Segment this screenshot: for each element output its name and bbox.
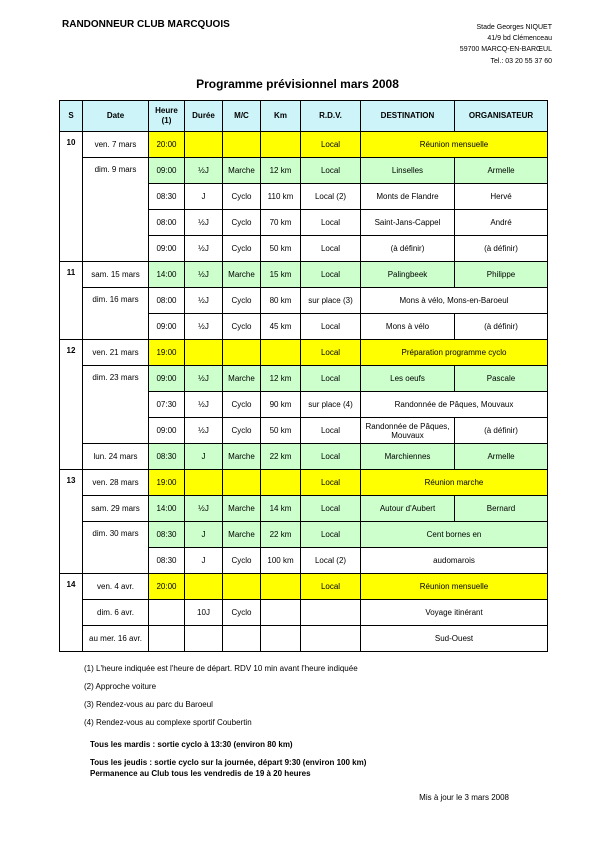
rdv-cell: Local xyxy=(301,444,361,470)
destination-cell: Palingbeek xyxy=(361,262,455,288)
organizer-cell: (à définir) xyxy=(455,236,548,262)
km-cell: 70 km xyxy=(261,210,301,236)
date-cell: ven. 28 mars xyxy=(83,470,149,496)
type-cell: Marche xyxy=(223,444,261,470)
note-tuesday: Tous les mardis : sortie cyclo à 13:30 (environ 80 km) xyxy=(90,740,293,749)
date-cell: dim. 30 mars xyxy=(83,522,149,574)
table-row xyxy=(60,444,548,470)
type-cell xyxy=(223,470,261,496)
km-cell: 90 km xyxy=(261,392,301,418)
type-cell: Cyclo xyxy=(223,314,261,340)
destination-cell: Monts de Flandre xyxy=(361,184,455,210)
time-cell: 14:00 xyxy=(149,262,185,288)
organizer-cell: (à définir) xyxy=(455,418,548,444)
date-cell: dim. 16 mars xyxy=(83,288,149,340)
type-cell xyxy=(223,340,261,366)
table-row xyxy=(60,522,548,548)
km-cell: 12 km xyxy=(261,158,301,184)
rdv-cell: Local xyxy=(301,418,361,444)
col-mc: M/C xyxy=(223,101,261,132)
destination-cell: Les oeufs xyxy=(361,366,455,392)
km-cell: 22 km xyxy=(261,522,301,548)
footnotes xyxy=(84,664,358,736)
type-cell: Marche xyxy=(223,366,261,392)
col-organisateur: ORGANISATEUR xyxy=(455,101,548,132)
header-row xyxy=(60,101,548,132)
rdv-cell: Local xyxy=(301,158,361,184)
duration-cell: J xyxy=(185,522,223,548)
rdv-cell: sur place (4) xyxy=(301,392,361,418)
type-cell xyxy=(223,626,261,652)
rdv-cell xyxy=(301,626,361,652)
km-cell: 15 km xyxy=(261,262,301,288)
rdv-cell xyxy=(301,600,361,626)
organizer-cell: Armelle xyxy=(455,158,548,184)
time-cell: 09:00 xyxy=(149,418,185,444)
type-cell xyxy=(223,132,261,158)
table-row xyxy=(60,470,548,496)
time-cell: 19:00 xyxy=(149,470,185,496)
type-cell: Cyclo xyxy=(223,210,261,236)
type-cell: Marche xyxy=(223,522,261,548)
km-cell: 50 km xyxy=(261,418,301,444)
km-cell: 110 km xyxy=(261,184,301,210)
time-cell: 09:00 xyxy=(149,314,185,340)
rdv-cell: Local xyxy=(301,262,361,288)
col-km: Km xyxy=(261,101,301,132)
duration-cell: ½J xyxy=(185,392,223,418)
club-name: RANDONNEUR CLUB MARCQUOIS xyxy=(62,19,230,30)
time-cell: 08:30 xyxy=(149,444,185,470)
date-cell: dim. 6 avr. xyxy=(83,600,149,626)
duration-cell xyxy=(185,340,223,366)
duration-cell: J xyxy=(185,548,223,574)
address-line: 41/9 bd Clémenceau xyxy=(487,35,552,43)
date-cell: lun. 24 mars xyxy=(83,444,149,470)
note-thursday: Tous les jeudis : sortie cyclo sur la journée, départ 9:30 (environ 100 km) xyxy=(90,758,367,767)
duration-cell: ½J xyxy=(185,496,223,522)
col-duree: Durée xyxy=(185,101,223,132)
rdv-cell: Local xyxy=(301,496,361,522)
rdv-cell: Local xyxy=(301,574,361,600)
destination-cell: Voyage itinérant xyxy=(361,600,548,626)
duration-cell: 10J xyxy=(185,600,223,626)
destination-cell: Réunion marche xyxy=(361,470,548,496)
date-cell: ven. 7 mars xyxy=(83,132,149,158)
duration-cell: ½J xyxy=(185,236,223,262)
footnote: (3) Rendez-vous au parc du Baroeul xyxy=(84,700,213,709)
type-cell: Cyclo xyxy=(223,600,261,626)
date-cell: sam. 29 mars xyxy=(83,496,149,522)
week-number: 12 xyxy=(60,340,83,470)
address-line: 59700 MARCQ-EN-BARŒUL xyxy=(459,46,552,54)
organizer-cell: Hervé xyxy=(455,184,548,210)
time-cell: 14:00 xyxy=(149,496,185,522)
rdv-cell: sur place (3) xyxy=(301,288,361,314)
week-number: 11 xyxy=(60,262,83,340)
time-cell: 08:30 xyxy=(149,522,185,548)
time-cell: 09:00 xyxy=(149,158,185,184)
footnote: (4) Rendez-vous au complexe sportif Coubertin xyxy=(84,718,252,727)
destination-cell: Randonnée de Pâques, Mouvaux xyxy=(361,418,455,444)
col-destination: DESTINATION xyxy=(361,101,455,132)
table-row xyxy=(60,262,548,288)
duration-cell: ½J xyxy=(185,158,223,184)
duration-cell: ½J xyxy=(185,418,223,444)
destination-cell: Randonnée de Pâques, Mouvaux xyxy=(361,392,548,418)
table-row xyxy=(60,574,548,600)
duration-cell: ½J xyxy=(185,210,223,236)
time-cell: 08:30 xyxy=(149,184,185,210)
km-cell: 50 km xyxy=(261,236,301,262)
km-cell xyxy=(261,340,301,366)
km-cell xyxy=(261,626,301,652)
destination-cell: Mons à vélo xyxy=(361,314,455,340)
week-number: 13 xyxy=(60,470,83,574)
destination-cell: Réunion mensuelle xyxy=(361,574,548,600)
km-cell xyxy=(261,470,301,496)
rdv-cell: Local xyxy=(301,236,361,262)
note-permanence: Permanence au Club tous les vendredis de 19 à 20 heures xyxy=(90,769,311,778)
update-date: Mis à jour le 3 mars 2008 xyxy=(419,793,509,802)
date-cell: au mer. 16 avr. xyxy=(83,626,149,652)
footnote: (1) L'heure indiquée est l'heure de départ. RDV 10 min avant l'heure indiquée xyxy=(84,664,358,673)
program-table xyxy=(59,100,548,652)
destination-cell: Réunion mensuelle xyxy=(361,132,548,158)
organizer-cell: Bernard xyxy=(455,496,548,522)
address-line: Tel.: 03 20 55 37 60 xyxy=(490,57,552,65)
km-cell xyxy=(261,574,301,600)
table-row xyxy=(60,600,548,626)
rdv-cell: Local (2) xyxy=(301,548,361,574)
organizer-cell: Philippe xyxy=(455,262,548,288)
rdv-cell: Local xyxy=(301,470,361,496)
col-rdv: R.D.V. xyxy=(301,101,361,132)
rdv-cell: Local xyxy=(301,340,361,366)
duration-cell: J xyxy=(185,444,223,470)
type-cell: Marche xyxy=(223,158,261,184)
destination-cell: Saint-Jans-Cappel xyxy=(361,210,455,236)
km-cell: 80 km xyxy=(261,288,301,314)
table-row xyxy=(60,626,548,652)
km-cell xyxy=(261,600,301,626)
km-cell: 45 km xyxy=(261,314,301,340)
type-cell: Cyclo xyxy=(223,184,261,210)
destination-cell: Cent bornes en xyxy=(361,522,548,548)
destination-cell: Préparation programme cyclo xyxy=(361,340,548,366)
rdv-cell: Local xyxy=(301,132,361,158)
table-row xyxy=(60,340,548,366)
destination-cell: Autour d'Aubert xyxy=(361,496,455,522)
rdv-cell: Local xyxy=(301,314,361,340)
page-title: Programme prévisionnel mars 2008 xyxy=(196,77,399,91)
organizer-cell: André xyxy=(455,210,548,236)
duration-cell xyxy=(185,626,223,652)
type-cell: Cyclo xyxy=(223,418,261,444)
week-number: 10 xyxy=(60,132,83,262)
address-line: Stade Georges NIQUET xyxy=(476,24,552,31)
type-cell: Marche xyxy=(223,496,261,522)
table-row xyxy=(60,366,548,392)
date-cell: ven. 21 mars xyxy=(83,340,149,366)
time-cell: 19:00 xyxy=(149,340,185,366)
km-cell: 22 km xyxy=(261,444,301,470)
date-cell: dim. 23 mars xyxy=(83,366,149,444)
duration-cell xyxy=(185,132,223,158)
km-cell: 12 km xyxy=(261,366,301,392)
destination-cell: Linselles xyxy=(361,158,455,184)
km-cell: 14 km xyxy=(261,496,301,522)
time-cell: 09:00 xyxy=(149,236,185,262)
time-cell: 08:00 xyxy=(149,210,185,236)
week-number: 14 xyxy=(60,574,83,652)
time-cell: 20:00 xyxy=(149,132,185,158)
col-s: S xyxy=(60,101,83,132)
rdv-cell: Local xyxy=(301,366,361,392)
table-row xyxy=(60,496,548,522)
rdv-cell: Local xyxy=(301,522,361,548)
type-cell xyxy=(223,574,261,600)
destination-cell: Mons à vélo, Mons-en-Baroeul xyxy=(361,288,548,314)
date-cell: dim. 9 mars xyxy=(83,158,149,262)
type-cell: Cyclo xyxy=(223,548,261,574)
duration-cell: J xyxy=(185,184,223,210)
km-cell: 100 km xyxy=(261,548,301,574)
duration-cell: ½J xyxy=(185,262,223,288)
duration-cell xyxy=(185,574,223,600)
table-row xyxy=(60,288,548,314)
club-address xyxy=(412,22,552,67)
type-cell: Cyclo xyxy=(223,392,261,418)
time-cell: 09:00 xyxy=(149,366,185,392)
col-date: Date xyxy=(83,101,149,132)
duration-cell: ½J xyxy=(185,366,223,392)
time-cell: 08:00 xyxy=(149,288,185,314)
rdv-cell: Local (2) xyxy=(301,184,361,210)
time-cell: 20:00 xyxy=(149,574,185,600)
destination-cell: (à définir) xyxy=(361,236,455,262)
km-cell xyxy=(261,132,301,158)
type-cell: Cyclo xyxy=(223,288,261,314)
organizer-cell: Pascale xyxy=(455,366,548,392)
organizer-cell: (à définir) xyxy=(455,314,548,340)
type-cell: Marche xyxy=(223,262,261,288)
duration-cell: ½J xyxy=(185,314,223,340)
table-row xyxy=(60,132,548,158)
destination-cell: audomarois xyxy=(361,548,548,574)
time-cell: 08:30 xyxy=(149,548,185,574)
duration-cell xyxy=(185,470,223,496)
time-cell: 07:30 xyxy=(149,392,185,418)
date-cell: ven. 4 avr. xyxy=(83,574,149,600)
destination-cell: Marchiennes xyxy=(361,444,455,470)
col-heure: Heure (1) xyxy=(149,101,185,132)
type-cell: Cyclo xyxy=(223,236,261,262)
rdv-cell: Local xyxy=(301,210,361,236)
time-cell xyxy=(149,600,185,626)
footnote: (2) Approche voiture xyxy=(84,682,157,691)
time-cell xyxy=(149,626,185,652)
duration-cell: ½J xyxy=(185,288,223,314)
date-cell: sam. 15 mars xyxy=(83,262,149,288)
table-row xyxy=(60,158,548,184)
organizer-cell: Armelle xyxy=(455,444,548,470)
destination-cell: Sud-Ouest xyxy=(361,626,548,652)
